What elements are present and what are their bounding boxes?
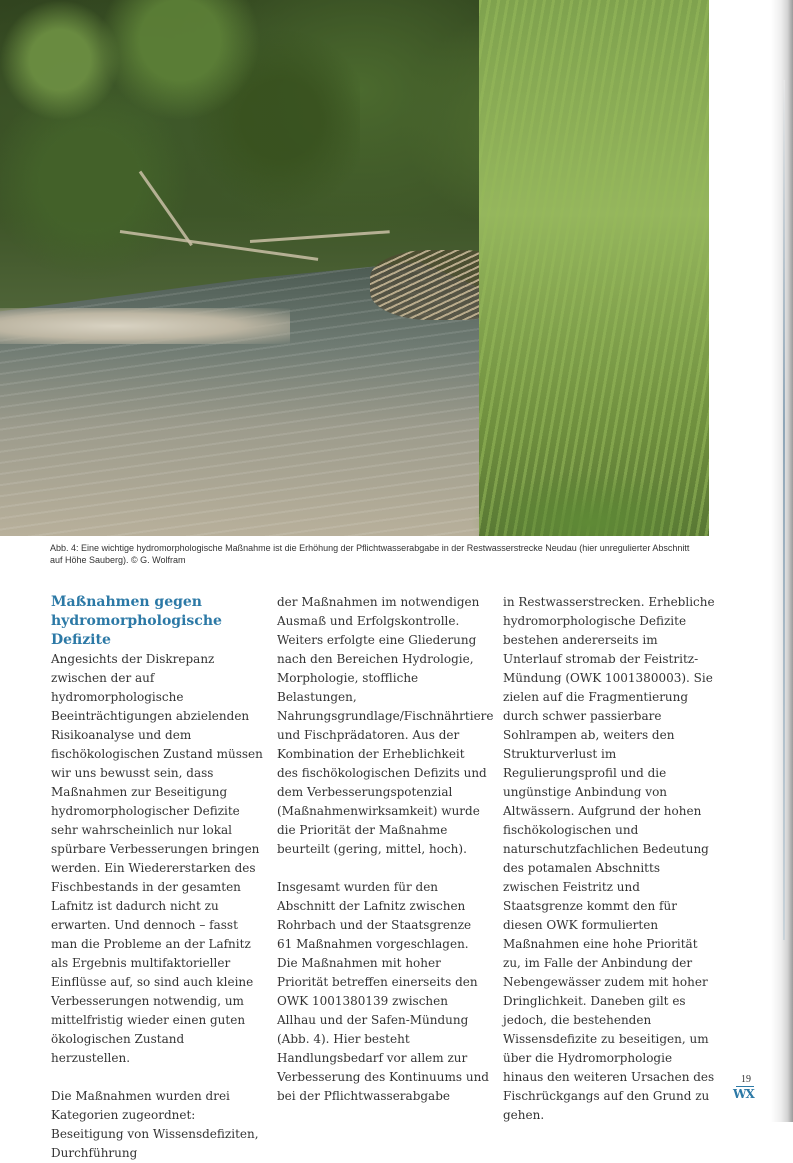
photo-trees bbox=[0, 0, 360, 300]
paragraph: Insgesamt wurden für den Abschnitt der Lafnitz zwischen Rohrbach und der Staatsgrenze 61 Maßnahmen vorgeschlagen. Die Maßnahmen mit hoher Priorität betreffen einerseits den OWK 1001380139 zwischen Allhau und der Safen-Mündung (Abb. 4). Hier besteht Handlungsbedarf vor allem zur Verbesserung des Kontinuums und bei der Pflichtwasserabgabe bbox=[277, 880, 489, 1103]
figure-caption: Abb. 4: Eine wichtige hydromorphologische Maßnahme ist die Erhöhung der Pflichtwasserabgabe in der Restwasserstrecke Neudau (hier unregulierter Abschnitt auf Höhe Sauberg). © G. Wolfram bbox=[50, 543, 690, 565]
text-column-2 bbox=[277, 593, 494, 1106]
paragraph: Die Maßnahmen wurden drei Kategorien zugeordnet: Beseitigung von Wissensdefiziten, Durchführung bbox=[51, 1089, 259, 1160]
paragraph: der Maßnahmen im notwendigen Ausmaß und Erfolgskontrolle. Weiters erfolgte eine Gliederung nach den Bereichen Hydrologie, Morphologie, stoffliche Belastungen, Nahrungsgrundlage/Fischnährtiere und Fischprädatoren. Aus der Kombination der Erheblichkeit des fischökologischen Defizits und dem Verbesserungspotenzial (Maßnahmenwirksamkeit) wurde die Priorität der Maßnahme beurteilt (gering, mittel, hoch). bbox=[277, 595, 494, 856]
paragraph: Angesichts der Diskrepanz zwischen der auf hydromorphologische Beeinträchtigungen abzielenden Risikoanalyse und dem fischökologischen Zustand müssen wir uns bewusst sein, dass Maßnahmen zur Beseitigung hydromorphologischer Defizite sehr wahrscheinlich nur lokal spürbare Verbesserungen bringen werden. Ein Wiedererstarken des Fischbestands in der gesamten Lafnitz ist dadurch nicht zu erwarten. Und dennoch – fasst man die Probleme an der Lafnitz als Ergebnis multifaktorieller Einflüsse auf, so sind auch kleine Verbesserungen notwendig, um mittelfristig wieder einen guten ökologischen Zustand herzustellen. bbox=[51, 652, 263, 1065]
section-heading: Maßnahmen gegen hydromorphologische Defizite bbox=[51, 594, 222, 648]
publication-logo: WX bbox=[733, 1087, 754, 1101]
photo-foreground-plants bbox=[470, 470, 709, 536]
text-column-1 bbox=[51, 593, 263, 1163]
page-number: 19 bbox=[741, 1074, 751, 1085]
text-column-3 bbox=[503, 593, 715, 1125]
page-edge-shadow bbox=[771, 0, 793, 1122]
photo-grass bbox=[479, 0, 709, 536]
river-photo bbox=[0, 0, 709, 536]
paragraph: in Restwasserstrecken. Erhebliche hydromorphologische Defizite bestehen andererseits im Unterlauf stromab der Feistritz-Mündung (OWK 1001380003). Sie zielen auf die Fragmentierung durch schwer passierbare Sohlrampen ab, weiters den Strukturverlust im Regulierungsprofil und die ungünstige Anbindung von Altwässern. Aufgrund der hohen fischökologischen und naturschutzfachlichen Bedeutung des potamalen Abschnitts zwischen Feistritz und Staatsgrenze kommt den für diesen OWK formulierten Maßnahmen eine hohe Priorität zu, im Falle der Anbindung der Nebengewässer zudem mit hoher Dringlichkeit. Daneben gilt es jedoch, die bestehenden Wissensdefizite zu beseitigen, um über die Hydromorphologie hinaus den weiteren Ursachen des Fischrückgangs auf den Grund zu gehen. bbox=[503, 595, 715, 1122]
page-edge-line bbox=[783, 80, 785, 940]
photo-gravel-bank bbox=[0, 308, 290, 344]
